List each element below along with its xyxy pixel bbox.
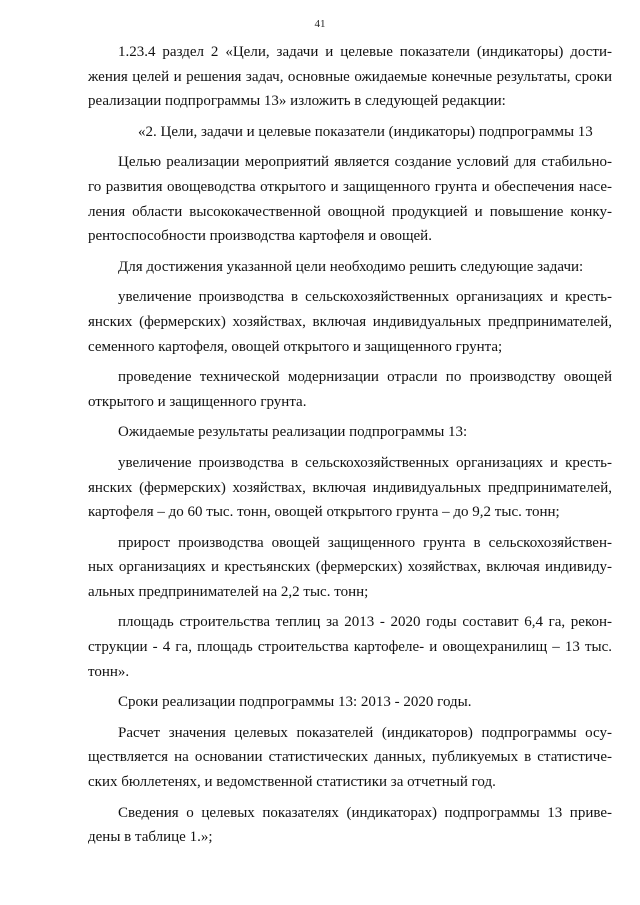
text-line: альных предпринимателей на 2,2 тыс. тонн; — [88, 583, 369, 600]
text-line: ских бюллетенях, и ведомственной статистики за отчетный год. — [88, 774, 496, 791]
text-line: струкции - 4 га, площадь строительства картофеле- и овощехранилищ – 13 тыс. — [88, 639, 612, 656]
text-line: открытого и защищенного грунта. — [88, 393, 307, 410]
text-line: Для достижения указанной цели необходимо решить следующие задачи: — [118, 258, 584, 275]
text-line: Расчет значения целевых показателей (индикаторов) подпрограммы осу- — [118, 724, 612, 741]
paragraph-goal — [88, 150, 612, 248]
paragraph-calculation — [88, 721, 612, 795]
paragraph-table-reference — [88, 801, 612, 850]
paragraph-timeline — [88, 690, 612, 715]
text-line: увеличение производства в сельскохозяйственных организациях и кресть- — [118, 454, 612, 471]
paragraph-result-2 — [88, 531, 612, 605]
paragraph-task-2 — [88, 365, 612, 414]
text-line: тонн». — [88, 663, 130, 680]
text-line: увеличение производства в сельскохозяйственных организациях и кресть- — [118, 289, 612, 306]
text-line: прирост производства овощей защищенного грунта в сельскохозяйствен- — [118, 534, 612, 551]
text-line: ных организациях и крестьянских (фермерских) хозяйствах, включая индивиду- — [88, 559, 612, 576]
text-line: Ожидаемые результаты реализации подпрограммы 13: — [118, 424, 468, 441]
text-line: рентоспособности производства картофеля и овощей. — [88, 228, 432, 245]
text-line: площадь строительства теплиц за 2013 - 2020 годы составит 6,4 га, рекон- — [118, 614, 612, 631]
text-line: Сроки реализации подпрограммы 13: 2013 - 2020 годы. — [118, 694, 472, 711]
text-line: Целью реализации мероприятий является создание условий для стабильно- — [118, 154, 612, 171]
document-body — [88, 40, 612, 856]
text-line: жения целей и решения задач, основные ожидаемые конечные результаты, сроки — [88, 68, 612, 85]
text-line: янских (фермерских) хозяйствах, включая индивидуальных предпринимателей, — [88, 313, 612, 330]
text-line: дены в таблице 1.»; — [88, 829, 213, 846]
text-line: Сведения о целевых показателях (индикаторах) подпрограммы 13 приве- — [118, 804, 612, 821]
text-line: ления области высококачественной овощной продукцией и повышение конку- — [88, 203, 612, 220]
section-heading — [88, 120, 612, 145]
text-line: ществляется на основании статистических данных, публикуемых в статистиче- — [88, 749, 612, 766]
paragraph-task-1 — [88, 285, 612, 359]
text-line: картофеля – до 60 тыс. тонн, овощей открытого грунта – до 9,2 тыс. тонн; — [88, 504, 560, 521]
paragraph-tasks-intro — [88, 255, 612, 280]
text-line: проведение технической модернизации отрасли по производству овощей — [118, 369, 612, 386]
text-line: семенного картофеля, овощей открытого и защищенного грунта; — [88, 338, 503, 355]
text-line: «2. Цели, задачи и целевые показатели (индикаторы) подпрограммы 13 — [138, 123, 593, 140]
paragraph-result-3 — [88, 610, 612, 684]
text-line: 1.23.4 раздел 2 «Цели, задачи и целевые показатели (индикаторы) дости- — [118, 44, 612, 60]
paragraph-amendment-intro — [88, 40, 612, 114]
text-line: го развития овощеводства открытого и защищенного грунта и обеспечения насе- — [88, 178, 612, 195]
text-line: янских (фермерских) хозяйствах, включая индивидуальных предпринимателей, — [88, 479, 612, 496]
page-number: 41 — [314, 18, 326, 30]
paragraph-results-intro — [88, 420, 612, 445]
text-line: реализации подпрограммы 13» изложить в следующей редакции: — [88, 93, 506, 110]
paragraph-result-1 — [88, 451, 612, 525]
